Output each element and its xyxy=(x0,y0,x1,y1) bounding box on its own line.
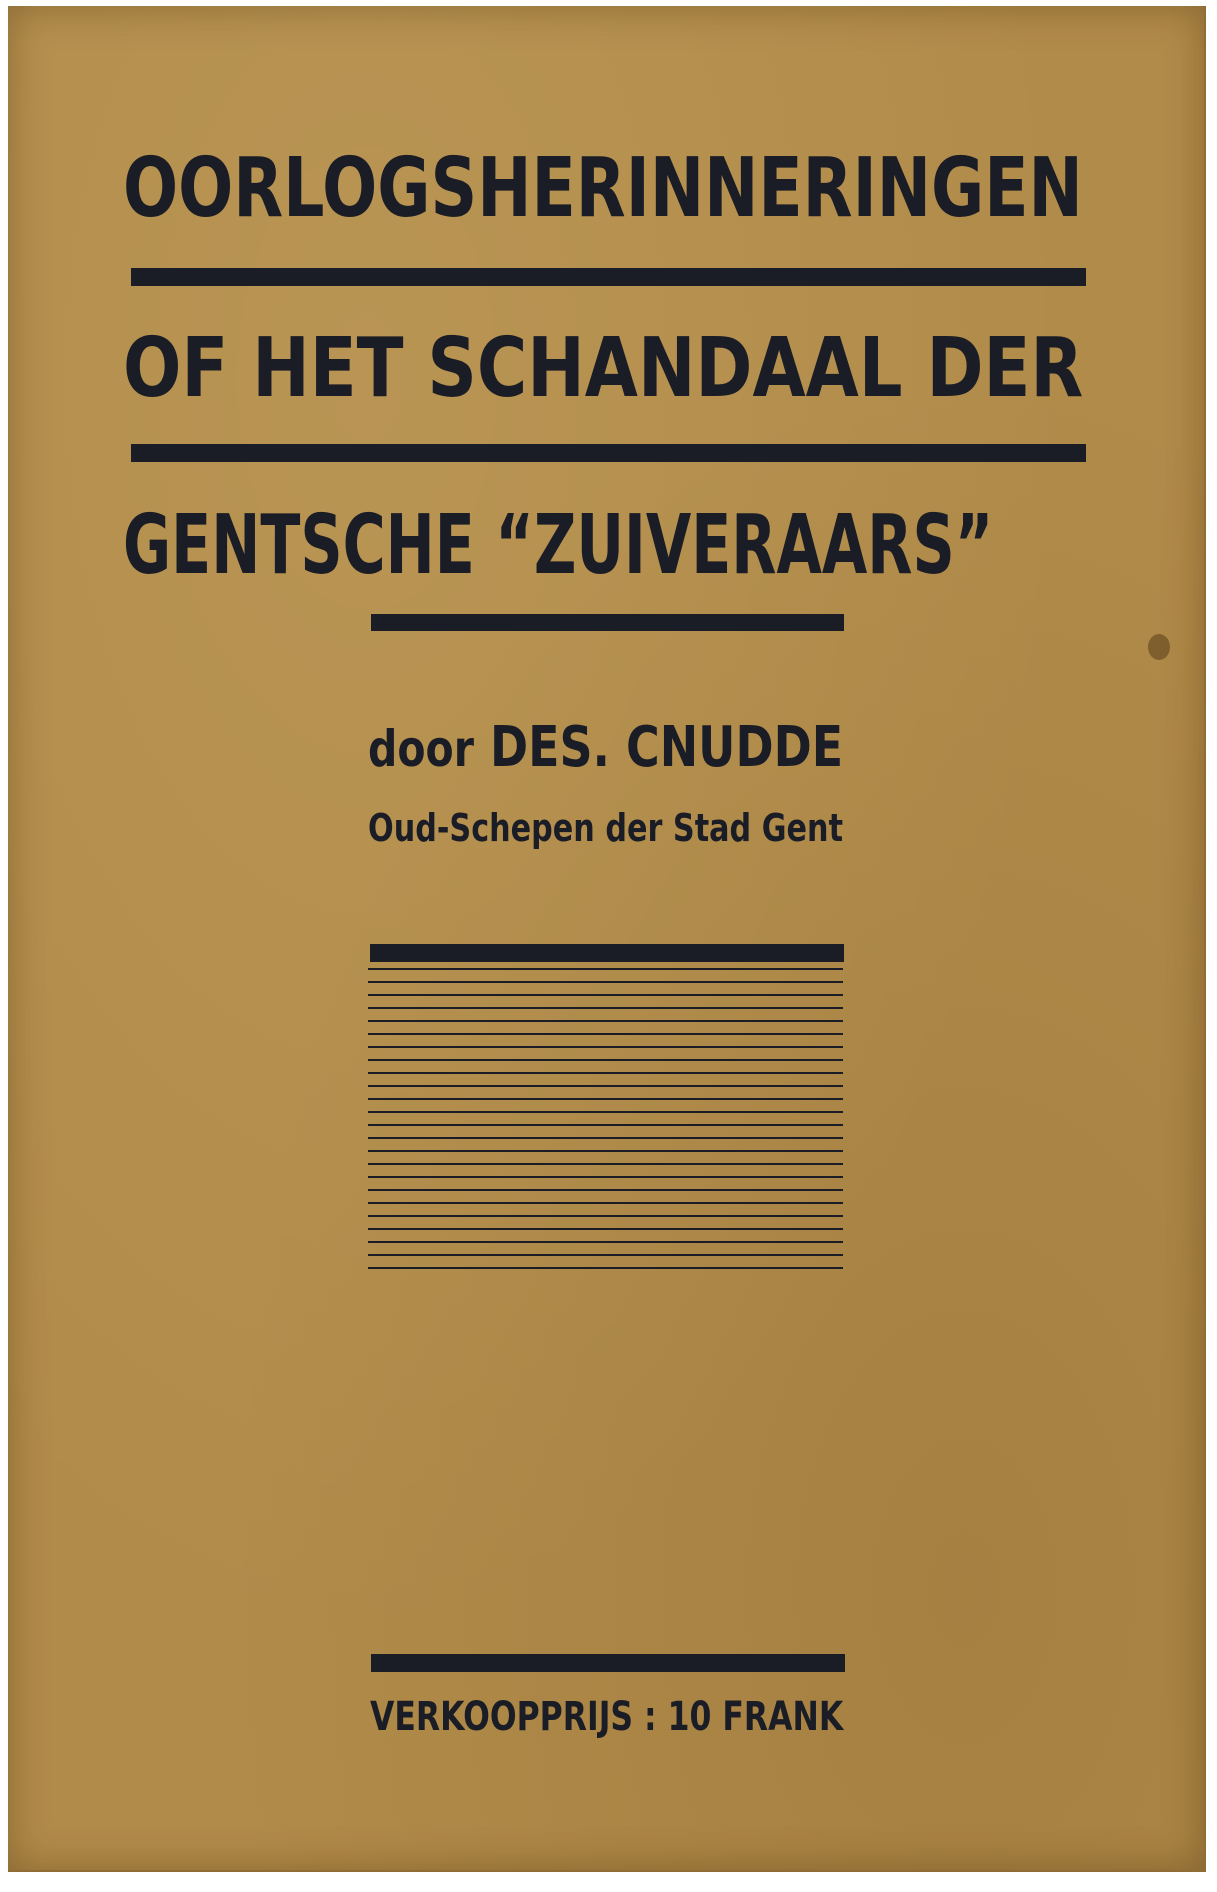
author-prefix: door xyxy=(368,720,474,778)
price-rule xyxy=(371,1654,845,1672)
title-line-2: OF HET SCHANDAAL DER xyxy=(123,321,1084,416)
title-rule-1 xyxy=(131,268,1086,286)
paper-stain xyxy=(1148,634,1170,660)
author-name: DES. CNUDDE xyxy=(489,715,844,780)
ornament-top-rule xyxy=(370,944,844,962)
author-line xyxy=(368,715,844,780)
title-rule-2 xyxy=(131,444,1086,462)
price-label: VERKOOPPRIJS : 10 FRANK xyxy=(370,1694,844,1740)
title-rule-3 xyxy=(371,614,844,631)
book-cover xyxy=(8,6,1206,1872)
title-line-3: GENTSCHE “ZUIVERAARS” xyxy=(123,498,994,593)
author-role: Oud-Schepen der Stad Gent xyxy=(368,806,844,850)
title-line-1: OORLOGSHERINNERINGEN xyxy=(123,141,1083,236)
ornament-hatching xyxy=(368,968,843,1280)
